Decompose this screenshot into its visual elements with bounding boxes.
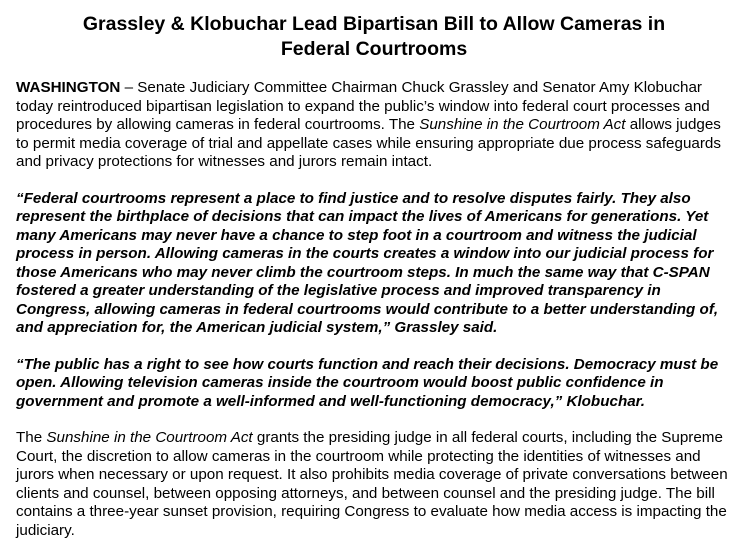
act-name: Sunshine in the Courtroom Act xyxy=(419,116,626,133)
grassley-quote: “Federal courtrooms represent a place to find justice and to resolve disputes fairly. They also represent the birthplace of decisions that can impact the lives of Americans for generations. Yet many Americans may never have a chance to step foot in a courtroom and witness the judicial process in person. Allowing cameras in the courts creates a window into our judicial process for those Americans who may never climb the courtroom steps. In much the same way that C-SPAN fostered a greater understanding of the legislative process and improved transparency in Congress, allowing cameras in federal courtrooms would contribute to a better understanding of, and appreciation for, the American judicial system,” Grassley said. xyxy=(16,189,719,336)
headline-line-2: Federal Courtrooms xyxy=(280,38,468,60)
details-paragraph xyxy=(16,429,732,540)
intro-text-a: – Senate Judiciary Committee Chairman Chuck Grassley and Senator Amy Klobuchar today reintroduced bipartisan legislation to expand the public’s window into federal court processes and procedures by allowing cameras in federal courtrooms. The xyxy=(16,79,710,133)
dateline: WASHINGTON xyxy=(16,79,121,96)
headline-line-1: Grassley & Klobuchar Lead Bipartisan Bill to Allow Cameras in xyxy=(82,13,666,35)
intro-text-b: allows judges to permit media coverage of trial and appellate cases while ensuring appropriate due process safeguards and privacy protections for witnesses and jurors remain intact. xyxy=(16,116,721,170)
details-text-a: The xyxy=(16,429,47,446)
klobuchar-quote: “The public has a right to see how courts function and reach their decisions. Democracy must be open. Allowing television cameras inside the courtroom would boost public confidence in government and promote a well-informed and well-functioning democracy,” Klobuchar. xyxy=(16,355,719,410)
intro-paragraph xyxy=(16,79,732,172)
details-text-b: grants the presiding judge in all federal courts, including the Supreme Court, the discretion to allow cameras in the courtroom while protecting the identities of witnesses and jurors when necessary or upon request. It also prohibits media coverage of private conversations between clients and counsel, between opposing attorneys, and between counsel and the presiding judge. The bill contains a three-year sunset provision, requiring Congress to evaluate how media access is impacting the judiciary. xyxy=(16,429,728,539)
headline xyxy=(16,12,732,62)
details-act-name: Sunshine in the Courtroom Act xyxy=(46,429,253,446)
